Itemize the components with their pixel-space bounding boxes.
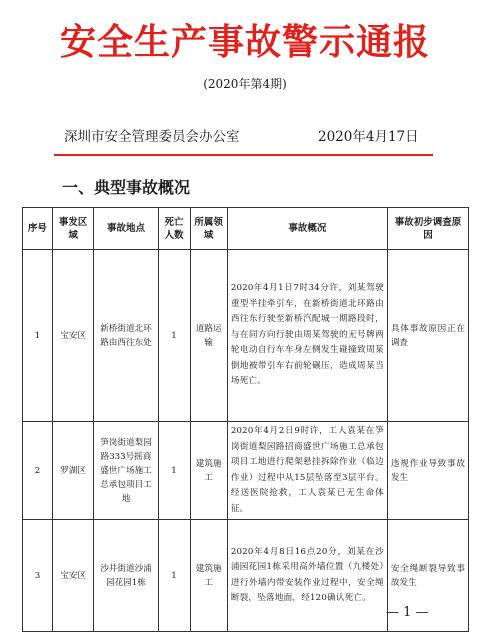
cell-deaths: 1 [158,422,190,520]
issue-number: (2020年第4期) [203,77,287,91]
cell-no: 3 [23,520,53,632]
cell-summary: 2020年4月2日9时许，工人袁某在笋岗街道梨园路招商盛世广场施工总承包项目工地进行爬架悬挂拆除作业（临边作业）过程中从15层坠落至3层平台。经送医院抢救，工人袁某已无生命体征。 [227,422,387,520]
cell-district: 宝安区 [52,520,94,632]
cell-location: 新桥街道北环路由西往东处 [94,250,158,422]
cell-cause: 违规作业导致事故发生 [387,422,468,520]
accident-table [22,207,469,632]
header-deaths: 死亡人数 [158,208,190,250]
cell-domain: 建筑施工 [190,520,227,632]
table-row [23,422,469,520]
cell-cause: 具体事故原因正在调查 [387,250,468,422]
issue-date: 2020年4月17日 [318,129,419,145]
cell-summary: 2020年4月8日16点20分，刘某在沙浦园花园1栋采用高外墙位置（九楼处）进行外墙内带安装作业过程中，安全绳断裂，坠落地面，经120确认死亡。 [227,520,387,632]
section-heading: 一、典型事故概况 [62,178,191,197]
bulletin-title: 安全生产事故警示通报 [59,21,430,63]
cell-deaths: 1 [158,250,190,422]
cell-location: 笋岗街道梨园路333号摇商盛世广场施工总承包项目工地 [94,422,158,520]
header-no: 序号 [23,208,53,250]
table-row [23,250,469,422]
red-divider [54,154,433,156]
cell-deaths: 1 [158,520,190,632]
cell-no: 2 [23,422,53,520]
cell-district: 宝安区 [52,250,94,422]
cell-summary: 2020年4月1日7时34分许，刘某驾驶重型半挂牵引车，在新桥街道北环路由西往东行驶至新桥汽配城一期路段时，与在同方向行驶由周某驾驶的无号牌两轮电动自行车车身左侧发生碰撞致周某倒地被带引车右前轮碾压，造成周某当场死亡。 [227,250,387,422]
cell-domain: 道路运输 [190,250,227,422]
header-location: 事故地点 [94,208,158,250]
cell-location: 沙井街道沙浦园花园1栋 [94,520,158,632]
cell-district: 罗湖区 [52,422,94,520]
page-number: — 1 — [386,605,429,620]
header-domain: 所属领域 [190,208,227,250]
cell-domain: 建筑施工 [190,422,227,520]
cell-no: 1 [23,250,53,422]
cell-cause: 安全绳断裂导致事故发生 [387,520,468,632]
issuing-office: 深圳市安全管理委员会办公室 [64,129,240,145]
header-cause: 事故初步调查原因 [387,208,468,250]
header-summary: 事故概况 [227,208,387,250]
table-header-row [23,208,469,250]
header-district: 事发区域 [52,208,94,250]
